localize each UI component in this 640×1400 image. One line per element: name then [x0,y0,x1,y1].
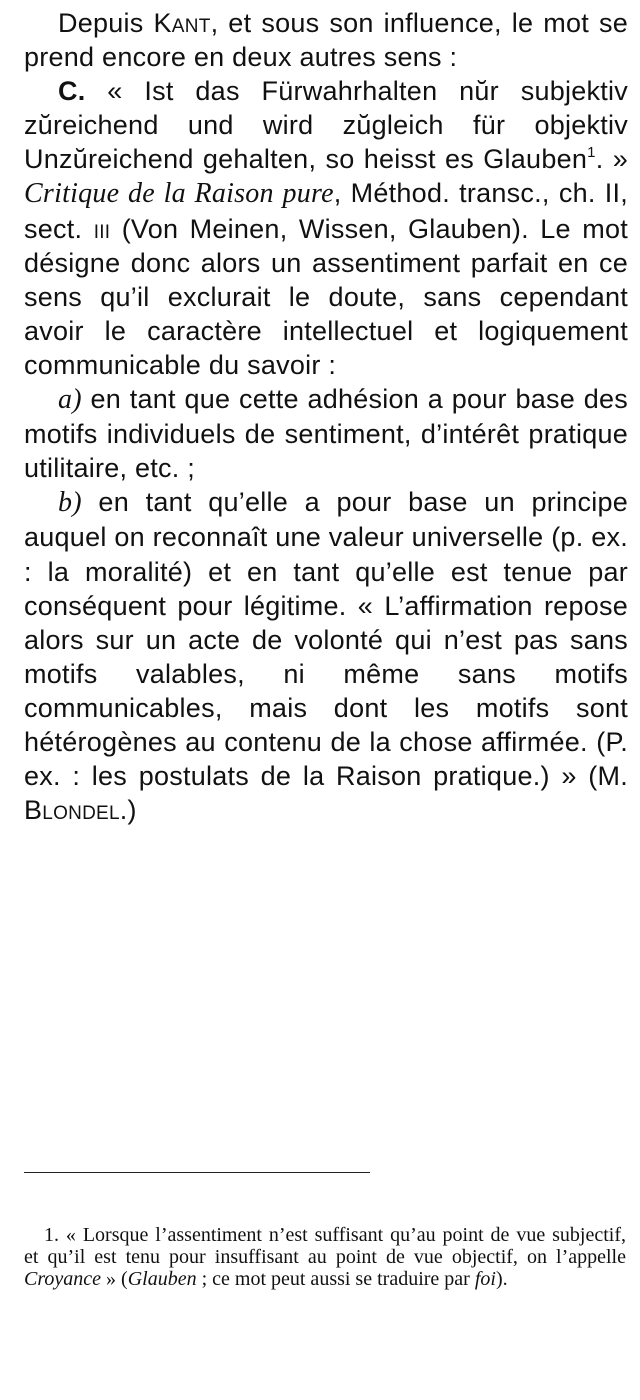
citation-text-a: , Méthod. transc., ch. II, sect. [24,178,628,244]
footnote-german-term: Glauben [127,1268,197,1290]
item-a-text: en tant que cette adhésion a pour base des motifs individuels de sentiment, d’intérêt pratique utilitaire, etc. ; [24,384,628,484]
footnote-number: 1. [44,1224,59,1246]
item-b-text-b: .) [119,795,137,826]
footnote [24,1224,626,1290]
footnote-text-d: ). [495,1268,508,1290]
item-a-marker: a) [58,384,82,416]
main-text [24,6,628,827]
kant-quote-a: « Ist das Fürwahrhalten nŭr subjektiv zŭreichend und wird zŭgleich für objektiv Unzŭreichend gehalten, so heisst es Glauben [24,76,628,175]
item-b-marker: b) [58,487,82,519]
footnote-divider [24,1172,370,1173]
work-title: Critique de la Raison pure [24,178,334,210]
citation-text-b: (Von Meinen, Wissen, Glauben). Le mot désigne donc alors un assentiment parfait en ce sens qu’il exclurait le doute, sans cependant avoir le caractère intellectuel et logiquement communicable du savoir : [24,213,628,380]
intro-text-a: Depuis [58,8,154,38]
item-b-text-a: en tant qu’elle a pour base un principe auquel on reconnaît une valeur universelle (p. ex. : la moralité) et en tant qu’elle est tenue par conséquent pour légitime. « L’affirmation repose alors sur un acte de volonté qui n’est pas sans motifs valables, ni même sans motifs communicables, mais dont les motifs sont hétérogènes au contenu de la chose affirmée. (P. ex. : les postulats de la Raison pratique.) » (M. [24,487,628,792]
section-label-c: C. [58,76,86,107]
author-kant: Kant [153,8,211,38]
footnote-alt-term: foi [474,1268,496,1290]
footnote-text-c: ; ce mot peut aussi se traduire par [196,1268,475,1290]
footnote-reference: 1 [587,144,596,162]
item-b [24,485,628,827]
section-numeral: iii [93,213,111,244]
paragraph-intro [24,6,628,74]
footnote-text-b: » ( [101,1268,128,1290]
kant-quote-b: . » [595,144,628,175]
author-blondel: Blondel [24,795,120,826]
paragraph-c [24,74,628,382]
footnote-text-a: « Lorsque l’assentiment n’est suffisant qu’au point de vue subjectif, et qu’il est tenu pour insuffisant au point de vue objectif, on l’appelle [24,1224,626,1268]
item-a [24,382,628,485]
intro-text-b: , et sous son influence, le mot se prend encore en deux autres sens : [24,8,628,73]
footnote-term: Croyance [24,1268,102,1290]
